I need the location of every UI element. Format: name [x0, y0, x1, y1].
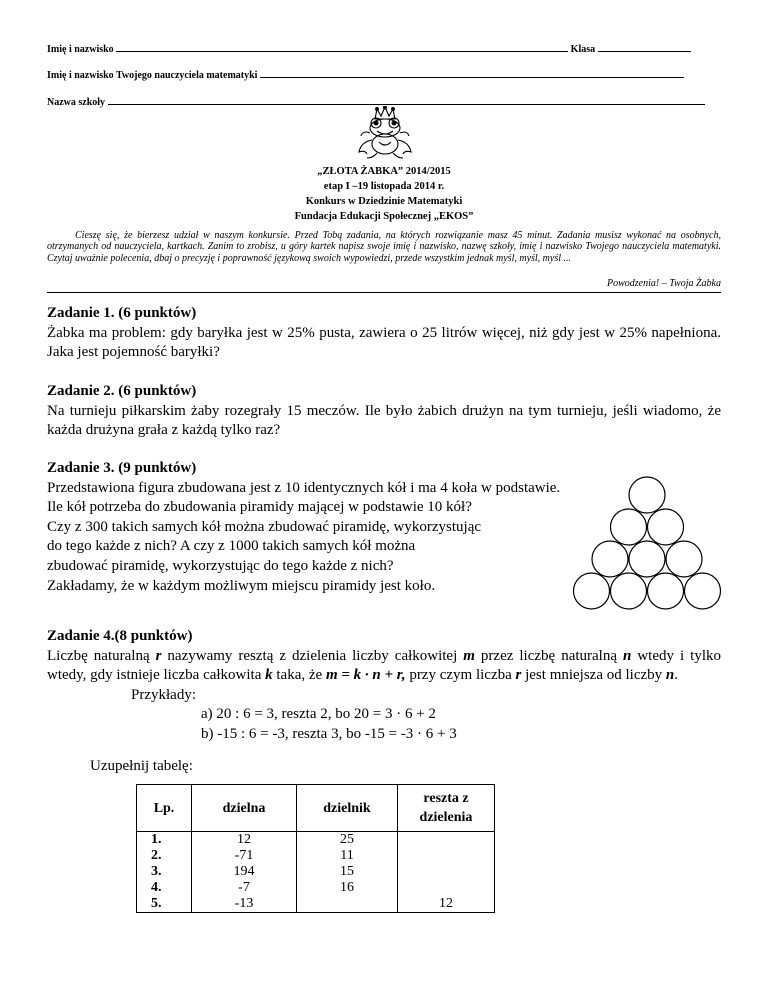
school-label: Nazwa szkoły	[47, 97, 106, 108]
def-part: taka, że	[272, 667, 326, 684]
task-4-title: Zadanie 4.(8 punktów)	[47, 628, 193, 644]
def-part: nazywamy resztą z dzielenia liczby całkowitej	[161, 647, 464, 664]
header-remainder: reszta z dzielenia	[398, 785, 495, 832]
task-2-title: Zadanie 2. (6 punktów)	[47, 383, 197, 399]
class-line[interactable]	[598, 42, 691, 52]
pyramid-circle	[629, 477, 665, 513]
var-r: r	[515, 667, 522, 684]
def-part: Liczbę naturalną	[47, 647, 156, 664]
cell-lp: 1.	[137, 832, 192, 849]
signature: Powodzenia! – Twoja Żabka	[607, 278, 721, 289]
frog-logo	[355, 106, 415, 160]
formula: m = k · n + r,	[325, 667, 406, 684]
pyramid-circle	[574, 573, 610, 609]
task-1	[47, 304, 721, 363]
pyramid-circle	[685, 573, 721, 609]
task-4-definition	[47, 647, 721, 686]
task-3-line: zbudować piramidę, wykorzystując do tego każde z nich?	[47, 557, 394, 574]
task-3-line: Czy z 300 takich samych kół można zbudować piramidę, wykorzystując	[47, 518, 482, 535]
teacher-field[interactable]	[47, 68, 684, 81]
task-3-line: do tego każde z nich? A czy z 1000 takich samych kół można	[47, 538, 416, 555]
name-label: Imię i nazwisko	[47, 44, 114, 55]
task-3-line: Zakładamy, że w każdym możliwym miejscu piramidy jest koło.	[47, 577, 436, 594]
task-2	[47, 382, 721, 441]
cell-dividend: -13	[192, 896, 297, 913]
cell-remainder[interactable]	[398, 880, 495, 896]
divider	[47, 292, 721, 293]
var-n: n	[665, 667, 675, 684]
table-row	[137, 848, 495, 864]
cell-lp: 2.	[137, 848, 192, 864]
pyramid-circle	[666, 541, 702, 577]
contest-stage: etap I –19 listopada 2014 r.	[323, 181, 445, 192]
intro-text	[47, 230, 721, 264]
school-line[interactable]	[108, 95, 705, 105]
cell-dividend: 12	[192, 832, 297, 849]
pyramid-circle	[648, 573, 684, 609]
contest-title: „ZŁOTA ŻABKA” 2014/2015	[317, 166, 451, 177]
def-part: przy czym liczba	[405, 667, 516, 684]
cell-divisor[interactable]	[297, 896, 398, 913]
example-a: a) 20 : 6 = 3, reszta 2, bo 20 = 3 · 6 + 2	[201, 706, 436, 723]
def-part: jest mniejsza od liczby	[521, 667, 666, 684]
header-dividend: dzielna	[192, 785, 297, 832]
cell-lp: 5.	[137, 896, 192, 913]
var-n: n	[623, 647, 632, 664]
intro-paragraph: Cieszę się, że bierzesz udział w naszym konkursie. Przed Tobą zadania, na których rozwiązanie masz 45 minut. Zadania musisz wykonać na osobnych, otrzymanych od nauczyciela, kartkach. Zanim to zrobisz, u góry kartek napisz swoje imię i nazwisko, nazwę szkoły, imię i nazwisko Twojego nauczyciela matematyki. Czytaj uważnie polecenia, dbaj o precyzję i poprawność językową swoich wypowiedzi, przede wszystkim jednak myśl, myśl, myśl ...	[47, 230, 721, 264]
def-part: wtedy i tylko wtedy, gdy istnieje liczba całkowita	[47, 647, 721, 684]
table-row	[137, 864, 495, 880]
contest-domain: Konkurs w Dziedzinie Matematyki	[305, 196, 463, 207]
fill-table-label: Uzupełnij tabelę:	[90, 758, 193, 774]
cell-dividend: 194	[192, 864, 297, 880]
circle-pyramid	[572, 476, 722, 616]
cell-lp: 3.	[137, 864, 192, 880]
pyramid-circle	[592, 541, 628, 577]
task-1-title: Zadanie 1. (6 punktów)	[47, 305, 197, 321]
cell-dividend: -71	[192, 848, 297, 864]
example-b: b) -15 : 6 = -3, reszta 3, bo -15 = -3 · 6 + 3	[201, 725, 457, 742]
pyramid-circle	[611, 573, 647, 609]
task-3-line: Ile kół potrzeba do zbudowania piramidy mającej w podstawie 10 kół?	[47, 499, 472, 516]
task-2-text: Na turnieju piłkarskim żaby rozegrały 15 meczów. Ile było żabich drużyn na tym turnieju, jeśli wiadomo, że każda drużyna grała z każdą tylko raz?	[47, 402, 721, 439]
table-row	[137, 896, 495, 913]
table-row	[137, 832, 495, 849]
cell-remainder[interactable]	[398, 848, 495, 864]
header-lp: Lp.	[137, 785, 192, 832]
cell-lp: 4.	[137, 880, 192, 896]
task-4	[47, 627, 721, 745]
task-1-text: Żabka ma problem: gdy baryłka jest w 25% pusta, zawiera o 25 litrów więcej, niż gdy jest w 25% napełniona. Jaka jest pojemność baryłki?	[47, 324, 721, 361]
task-3-title: Zadanie 3. (9 punktów)	[47, 460, 197, 476]
cell-divisor: 15	[297, 864, 398, 880]
cell-dividend: -7	[192, 880, 297, 896]
pyramid-circle	[629, 541, 665, 577]
class-label: Klasa	[570, 44, 596, 55]
examples-label: Przykłady:	[131, 686, 196, 703]
cell-remainder[interactable]	[398, 832, 495, 849]
cell-divisor: 11	[297, 848, 398, 864]
cell-remainder: 12	[398, 896, 495, 913]
pyramid-circle	[648, 509, 684, 545]
var-k: k	[265, 667, 273, 684]
contest-organizer: Fundacja Edukacji Społecznej „EKOS”	[294, 211, 474, 222]
task-3-line: Przedstawiona figura zbudowana jest z 10 identycznych kół i ma 4 koła w podstawie.	[47, 479, 561, 496]
def-part: przez liczbę naturalną	[474, 647, 623, 664]
cell-remainder[interactable]	[398, 864, 495, 880]
teacher-label: Imię i nazwisko Twojego nauczyciela matematyki	[47, 70, 258, 81]
pyramid-circle	[611, 509, 647, 545]
table-row	[137, 880, 495, 896]
teacher-line[interactable]	[260, 68, 684, 78]
remainder-table	[136, 784, 495, 913]
name-line[interactable]	[116, 42, 568, 52]
cell-divisor: 16	[297, 880, 398, 896]
name-field[interactable]	[47, 42, 691, 55]
def-part: .	[674, 667, 678, 684]
var-m: m	[463, 647, 475, 664]
var-r: r	[155, 647, 162, 664]
cell-divisor: 25	[297, 832, 398, 849]
header-divisor: dzielnik	[297, 785, 398, 832]
